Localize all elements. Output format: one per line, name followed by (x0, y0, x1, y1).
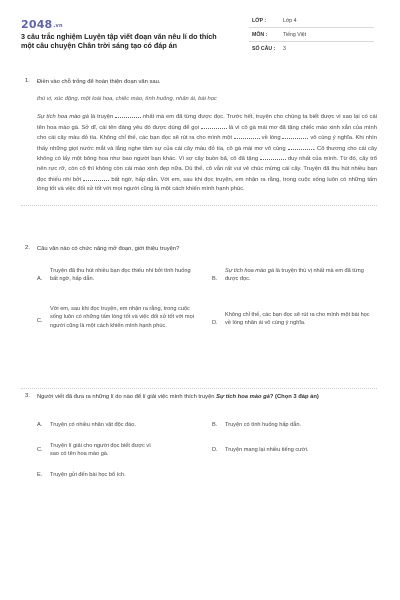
word-bank: thú vị, xúc động, một loài hoa, chiếc mào, tình huống, nhân ái, bài học (37, 96, 217, 102)
blank-5[interactable] (288, 144, 314, 150)
header (0, 0, 400, 62)
question-number: 2. (25, 245, 30, 251)
question-3: 3. Người viết đã đưa ra những lí do nào để lí giải việc mình thích truyện Sự tích hoa mào gà? (Chọn 3 đáp án) A. Truyện có nhiều nhân vật độc đáo. B. Truyện có tình huống hấp dẫn. C. Truyện lí giải cho người đọc biết được vì sao có tên hoa mào gà. D. Truyện mang lại nhiều tiếng cười. E. Truyện gửi đến bài học bổ ích. (21, 393, 377, 409)
blank-2[interactable] (201, 123, 227, 129)
question-text: Câu văn nào có chức năng mở đoạn, giới thiệu truyện? (37, 246, 180, 252)
blank-3[interactable] (234, 133, 260, 139)
question-text: Điền vào chỗ trống để hoàn thiện đoạn văn sau. (37, 79, 161, 85)
blank-6[interactable] (260, 154, 286, 160)
question-number: 3. (25, 393, 30, 399)
meta-row-subject: MÔN : Tiếng Việt (249, 28, 374, 42)
blank-7[interactable] (83, 175, 109, 181)
page-title: 3 câu trắc nghiệm Luyện tập viết đoạn văn nêu lí do thích một câu chuyện Chân trời sáng tạo có đáp án (21, 32, 217, 50)
question-text: Người viết đã đưa ra những lí do nào để lí giải việc mình thích truyện Sự tích hoa mào gà? (Chọn 3 đáp án) (37, 394, 319, 400)
passage: Sự tích hoa mào gà là truyện nhất mà em đã từng được đọc. Trước hết, truyện cho chúng ta biết được vì sao lại có cái tên hoa mào gà. Sở dĩ, cái tên đáng yêu đó được dùng để gọi là vì cô gà mái mơ đã tặng chiếc mào xinh xắn của mình cho cái cây màu đỏ tía. Không chỉ thế, các bạn đọc sẽ rút ra cho mình một về lòng vô cùng ý nghĩa. Khi nhìn thấy những giọt nước mắt và lắng nghe tâm sự của cái cây màu đỏ tía, cô gà mái mơ vô cùng . Cô thương cho cái cây không có lấy một bông hoa như bao người bạn khác. Vì sợ cây buồn bã, cô đã tặng duy nhất của mình. Từ đó, cây trổ nên rực rỡ, còn cô thì không còn cái mào xinh đẹp nữa. Dù thế, cô vẫn rất vui vẻ chúc mừng cái cây. Truyện đã thu hút nhiều bạn đọc thiếu nhi bởi bất ngờ, hấp dẫn. Với em, sau khi đọc truyện, em nhận ra rằng, trong cuộc sống luôn có những tấm lòng tốt và việc đối xử tốt với mọi người cũng là một cách khiến mình hạnh phúc. (37, 114, 377, 193)
meta-row-count: SỐ CÂU : 3 (252, 46, 286, 52)
meta-row-grade: LỚP : Lớp 4 (249, 14, 374, 28)
question-number: 1. (25, 78, 30, 84)
site-logo[interactable]: 2048.vn (21, 18, 63, 31)
question-1 (21, 78, 377, 206)
question-2: 2. Câu văn nào có chức năng mở đoạn, giới thiệu truyện? A. Truyện đã thu hút nhiều bạn đọc thiếu nhi bởi tình huống bất ngờ, hấp dẫn. B. Sự tích hoa mào gà là truyện thú vị nhất mà em đã từng được đọc. C. Với em, sau khi đọc truyện, em nhận ra rằng, trong cuộc sống luôn có những tấm lòng tốt và việc đối xử tốt với mọi người cũng là một cách khiến mình hạnh phúc. D. Không chỉ thế, các bạn đọc sẽ rút ra cho mình một bài học về lòng nhân ái vô cùng ý nghĩa. (21, 245, 377, 389)
blank-4[interactable] (282, 133, 308, 139)
blank-1[interactable] (115, 112, 141, 118)
meta-table (249, 14, 374, 55)
